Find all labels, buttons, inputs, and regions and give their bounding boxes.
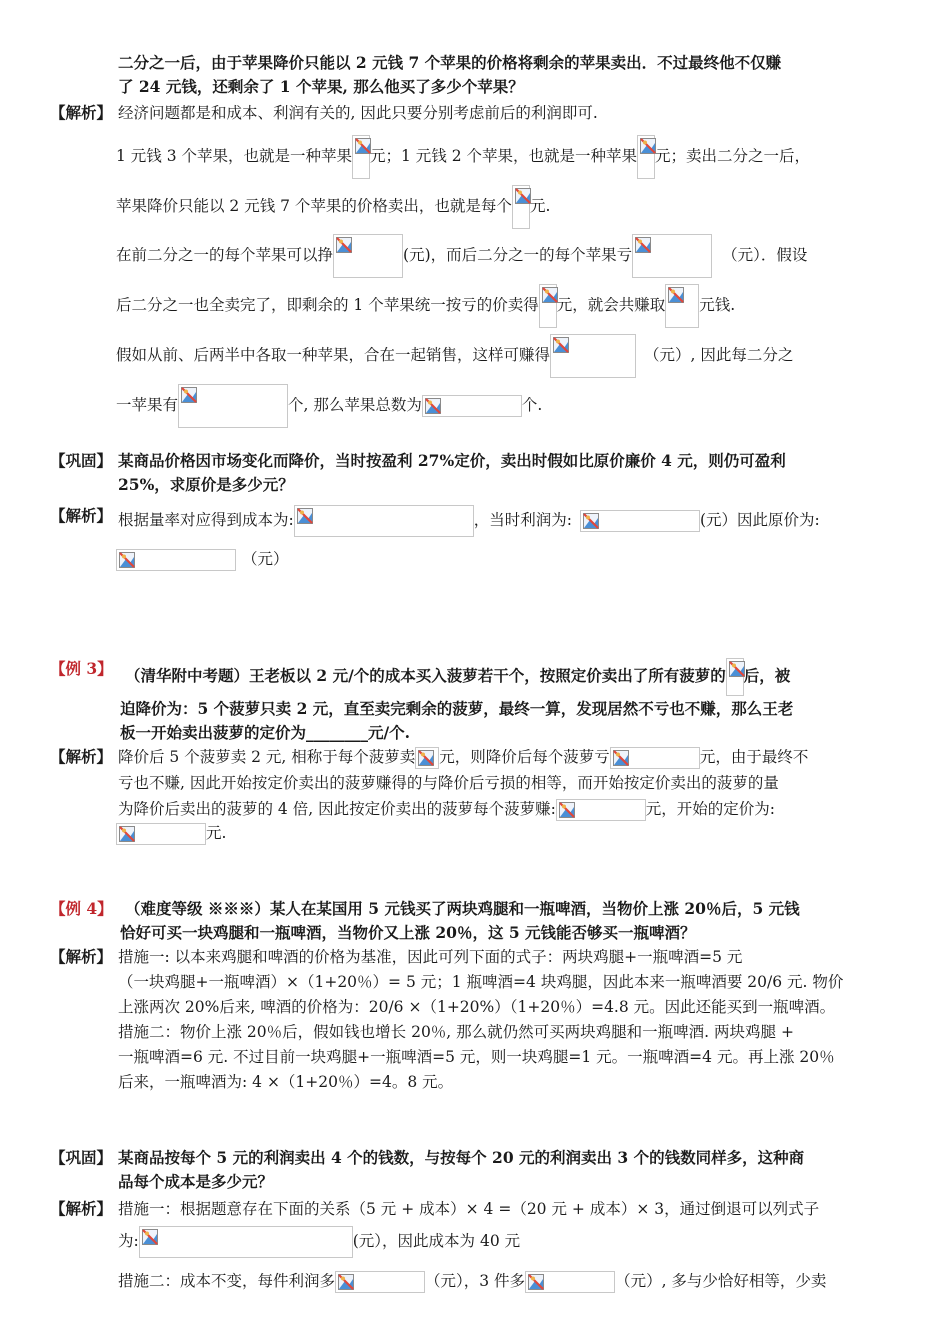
broken-image-icon (583, 513, 599, 529)
broken-image-icon (338, 1274, 354, 1290)
broken-image-icon (119, 552, 135, 568)
text-segment: （元），3 件多 (425, 1272, 526, 1290)
formula-image-placeholder (116, 823, 206, 845)
text-segment: 一苹果有 (116, 396, 179, 414)
formula-image-placeholder (665, 284, 699, 328)
solution-text-line (118, 1270, 826, 1293)
example-label: 【例 3】 (50, 659, 113, 678)
text-segment: 为: (118, 1232, 139, 1250)
broken-image-icon (528, 1274, 544, 1290)
formula-image-placeholder (294, 505, 474, 537)
analysis-label: 【解析】 (50, 506, 113, 525)
text-segment: （元）．假设 (722, 246, 808, 264)
broken-image-icon (635, 237, 651, 253)
formula-image-placeholder (415, 747, 439, 769)
formula-image-placeholder (632, 234, 712, 278)
text-segment: 后二分之一也全卖完了，即剩余的 1 个苹果统一按亏的价卖得 (116, 296, 539, 314)
text-segment: （元）, 因此每二分之 (644, 346, 794, 364)
text-segment: ，当时利润为: (473, 511, 572, 529)
text-segment: （元） (242, 550, 289, 568)
formula-image-placeholder (550, 334, 636, 378)
text-segment: 元，就会共赚取 (556, 296, 666, 314)
text-segment: 元，开始的定价为: (645, 800, 776, 818)
solution-text-line (118, 798, 775, 821)
text-segment: 降价后 5 个菠萝卖 2 元, 相称于每个菠萝卖 (118, 748, 416, 766)
text-segment: 措施二：成本不变，每件利润多 (118, 1272, 336, 1290)
formula-image-placeholder (352, 135, 370, 179)
text-segment: 后，被 (743, 666, 791, 685)
broken-image-icon (515, 188, 531, 204)
problem-text-line: 某商品价格因市场变化而降价，当时按盈利 27%定价，卖出时假如比原价廉价 4 元，则仍可盈利 (118, 451, 786, 470)
text-segment: 苹果降价只能以 2 元钱 7 个苹果的价格卖出，也就是每个 (116, 197, 512, 215)
text-segment: 元；1 元钱 2 个苹果，也就是一种苹果 (370, 147, 638, 165)
solution-text-line: 经济问题都是和成本、利润有关的, 因此只要分别考虑前后的利润即可. (118, 104, 598, 122)
solution-text-line (116, 185, 550, 229)
formula-image-placeholder (116, 549, 236, 571)
solution-text-line (118, 746, 808, 769)
solution-text-line (118, 505, 820, 537)
solution-text-line (116, 548, 289, 571)
solution-text-line: 措施一：根据题意存在下面的关系（5 元 + 成本）× 4 =（20 元 + 成本）× 3，通过倒退可以列式子 (118, 1200, 820, 1218)
formula-image-placeholder (178, 384, 288, 428)
broken-image-icon (553, 337, 569, 353)
solution-text-line (116, 284, 735, 328)
formula-image-placeholder (139, 1226, 353, 1258)
formula-image-placeholder (610, 747, 700, 769)
broken-image-icon (336, 237, 352, 253)
text-segment: (元），因此成本为 40 元 (352, 1232, 521, 1250)
solution-text-line: 措施一: 以本来鸡腿和啤酒的价格为基准，因此可列下面的式子：两块鸡腿+一瓶啤酒=5 元 (118, 948, 743, 966)
text-segment: 根据量率对应得到成本为: (118, 511, 294, 529)
text-segment: (元）因此原价为: (699, 511, 820, 529)
problem-text-line: 恰好可买一块鸡腿和一瓶啤酒，当物价又上涨 20％，这 5 元钱能否够买一瓶啤酒？ (120, 923, 696, 942)
formula-image-placeholder (525, 1271, 615, 1293)
broken-image-icon (613, 750, 629, 766)
text-segment: （元）, 多与少恰好相等，少卖 (615, 1272, 827, 1290)
text-segment: 元. (529, 197, 551, 215)
text-segment: 元. (206, 824, 227, 842)
text-segment: 元，则降价后每个菠萝亏 (439, 748, 610, 766)
problem-text-line: 迫降价为：5 个菠萝只卖 2 元，直至卖完剩余的菠萝，最终一算，发现居然不亏也不赚，那么王老 (120, 699, 794, 718)
text-segment: 元，由于最终不 (699, 748, 809, 766)
solution-text-line (116, 234, 807, 278)
text-segment: 元钱. (699, 296, 736, 314)
formula-image-placeholder (637, 135, 655, 179)
solution-text-line: （一块鸡腿+一瓶啤酒）×（1+20％）= 5 元；1 瓶啤酒=4 块鸡腿，因此本来一瓶啤酒要 20/6 元. 物价 (118, 973, 844, 991)
problem-text-line: 品每个成本是多少元？ (118, 1172, 274, 1191)
problem-text-line: 二分之一后，由于苹果降价只能以 2 元钱 7 个苹果的价格将剩余的苹果卖出．不过最终他不仅赚 (118, 53, 782, 72)
text-segment: 元；卖出二分之一后， (655, 147, 811, 165)
broken-image-icon (425, 398, 441, 414)
broken-image-icon (355, 138, 371, 154)
formula-image-placeholder (539, 284, 557, 328)
solution-text-line (116, 334, 793, 378)
formula-image-placeholder (512, 185, 530, 229)
text-segment: (元)，而后二分之一的每个苹果亏 (403, 246, 633, 264)
text-segment: 个. (521, 396, 543, 414)
broken-image-icon (142, 1229, 158, 1245)
consolidate-label: 【巩固】 (50, 451, 113, 470)
solution-text-line (118, 1226, 520, 1258)
solution-text-line (116, 822, 226, 845)
text-segment: 假如从前、后两半中各取一种苹果，合在一起销售，这样可赚得 (116, 346, 551, 364)
analysis-label: 【解析】 (50, 103, 113, 122)
formula-image-placeholder (335, 1271, 425, 1293)
broken-image-icon (119, 826, 135, 842)
broken-image-icon (668, 287, 684, 303)
problem-text-line (125, 658, 790, 696)
solution-text-line (116, 384, 542, 428)
formula-image-placeholder (422, 395, 522, 417)
text-segment: 1 元钱 3 个苹果，也就是一种苹果 (116, 147, 353, 165)
analysis-label: 【解析】 (50, 947, 113, 966)
text-segment: （清华附中考题）王老板以 2 元/个的成本买入菠萝若干个，按照定价卖出了所有菠萝的 (125, 666, 726, 685)
consolidate-label: 【巩固】 (50, 1148, 113, 1167)
broken-image-icon (640, 138, 656, 154)
formula-image-placeholder (726, 658, 744, 696)
problem-text-line: 了 24 元钱，还剩余了 1 个苹果, 那么他买了多少个苹果？ (118, 77, 524, 96)
problem-text-line: 某商品按每个 5 元的利润卖出 4 个的钱数，与按每个 20 元的利润卖出 3 个的钱数同样多，这种商 (118, 1148, 805, 1167)
problem-text-line: （难度等级 ※※※）某人在某国用 5 元钱买了两块鸡腿和一瓶啤酒，当物价上涨 20％后，5 元钱 (125, 899, 800, 918)
broken-image-icon (542, 287, 558, 303)
problem-text-line: 板一开始卖出菠萝的定价为________元/个. (120, 723, 411, 742)
solution-text-line: 后来，一瓶啤酒为: 4 ×（1+20％）=4。8 元。 (118, 1073, 454, 1091)
formula-image-placeholder (333, 234, 403, 278)
analysis-label: 【解析】 (50, 747, 113, 766)
solution-text-line (116, 135, 810, 179)
solution-text-line: 措施二：物价上涨 20％后，假如钱也增长 20％, 那么就仍然可买两块鸡腿和一瓶啤酒. 两块鸡腿 + (118, 1023, 794, 1041)
text-segment: 在前二分之一的每个苹果可以挣 (116, 246, 334, 264)
formula-image-placeholder (580, 510, 700, 532)
example-label: 【例 4】 (50, 899, 113, 918)
text-segment: 为降价后卖出的菠萝的 4 倍, 因此按定价卖出的菠萝每个菠萝赚: (118, 800, 556, 818)
formula-image-placeholder (556, 799, 646, 821)
broken-image-icon (297, 508, 313, 524)
solution-text-line: 亏也不赚, 因此开始按定价卖出的菠萝赚得的与降价后亏损的相等，而开始按定价卖出的菠萝的量 (118, 774, 779, 792)
solution-text-line: 一瓶啤酒=6 元. 不过目前一块鸡腿+一瓶啤酒=5 元，则一块鸡腿=1 元。一瓶啤酒=4 元。再上涨 20％ (118, 1048, 835, 1066)
broken-image-icon (729, 661, 745, 677)
solution-text-line: 上涨两次 20%后来, 啤酒的价格为：20/6 ×（1+20%）（1+20％）=4.8 元。因此还能买到一瓶啤酒。 (118, 998, 836, 1016)
text-segment: 个, 那么苹果总数为 (288, 396, 422, 414)
broken-image-icon (559, 802, 575, 818)
broken-image-icon (181, 387, 197, 403)
broken-image-icon (418, 750, 434, 766)
problem-text-line: 25%，求原价是多少元？ (118, 475, 294, 494)
analysis-label: 【解析】 (50, 1199, 113, 1218)
